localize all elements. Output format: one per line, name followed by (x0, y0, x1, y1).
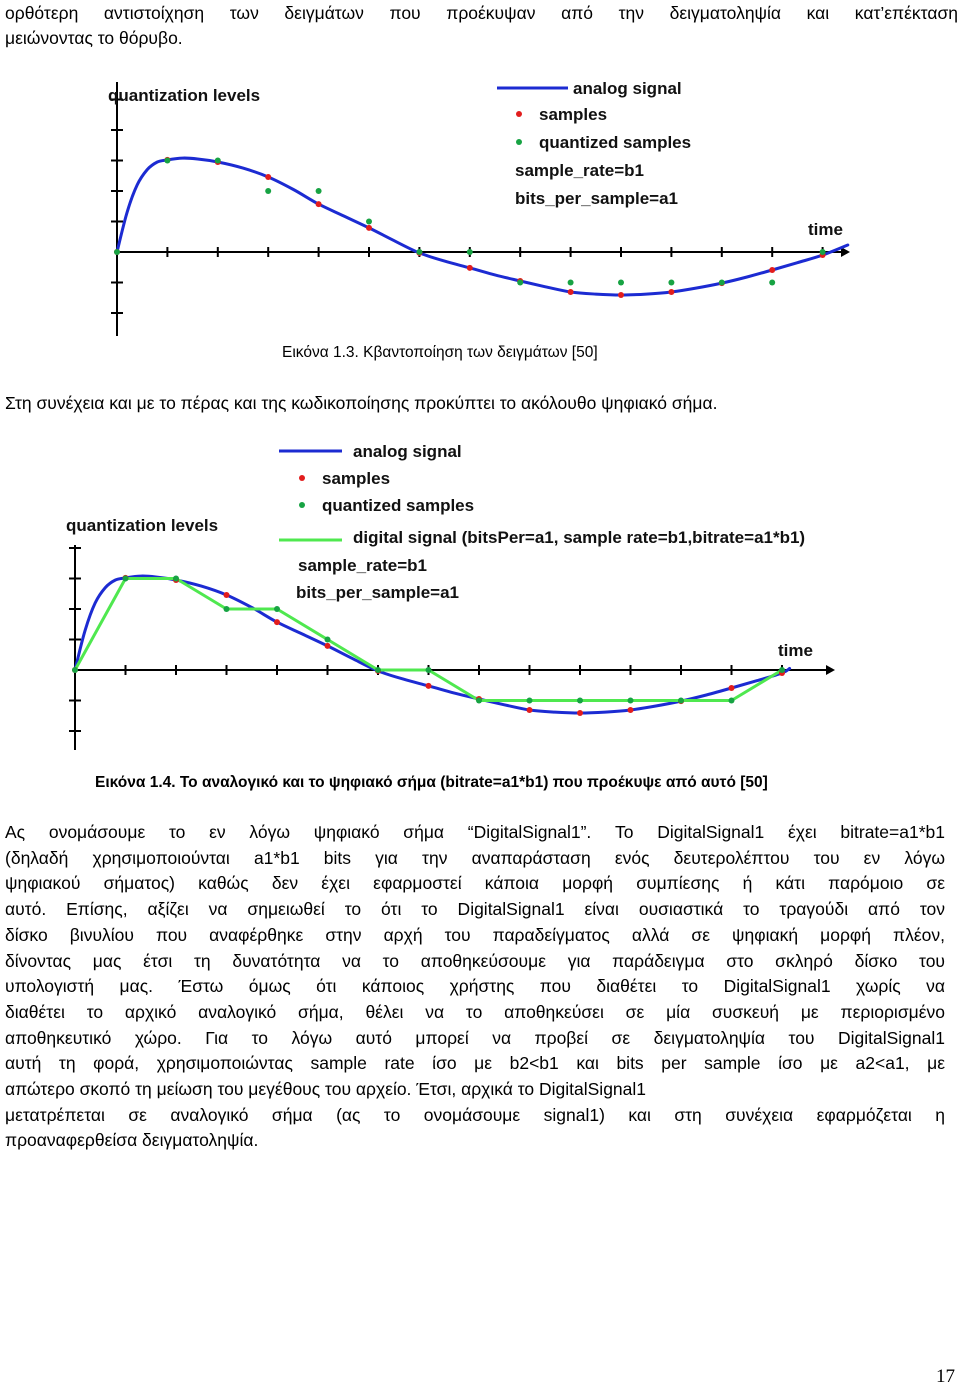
paragraph-line: δίσκο βινυλίου που αναφέρθηκε στην αρχή του παραδείγματος αλλά σε ψηφιακή μορφή πλέον, (5, 924, 945, 945)
legend-analog-label: analog signal (573, 79, 682, 98)
header-line-1: ορθότερη αντιστοίχηση των δειγμάτων που προέκυψαν από την δειγματοληψία και κατ’επέκταση (5, 3, 958, 23)
x-axis-arrow (826, 665, 835, 675)
x-axis-label: time (778, 641, 813, 660)
quantized-sample-point (668, 280, 674, 286)
legend-digital-label: digital signal (bitsPer=a1, sample rate=b1,bitrate=a1*b1) (353, 528, 806, 547)
quantized-sample-point (224, 606, 230, 612)
sample-point (769, 267, 775, 273)
header-line-2: μειώνοντας το θόρυβο. (5, 28, 183, 48)
quantized-sample-point (325, 637, 331, 643)
legend-quantized-swatch (516, 139, 522, 145)
quantized-sample-point (164, 158, 170, 164)
quantized-sample-point (577, 698, 583, 704)
quantized-sample-point (366, 219, 372, 225)
figure-quantization-chart (0, 70, 960, 345)
sample-point (325, 643, 331, 649)
figure-digital-signal-chart (0, 430, 960, 750)
sample-point (426, 683, 432, 689)
page-number: 17 (936, 1366, 955, 1387)
quantized-sample-point (729, 698, 735, 704)
sample-point (366, 225, 372, 231)
sample-point (668, 289, 674, 295)
sample-point (618, 292, 624, 298)
legend-note: bits_per_sample=a1 (296, 583, 460, 602)
quantized-sample-point (375, 667, 381, 673)
quantized-sample-point (527, 698, 533, 704)
quantized-sample-point (719, 280, 725, 286)
figure-1-caption: Εικόνα 1.3. Κβαντοποίηση των δειγμάτων [50] (282, 344, 598, 361)
figure-2-caption: Εικόνα 1.4. Το αναλογικό και το ψηφιακό σήμα (bitrate=a1*b1) που προέκυψε από αυτό [50] (95, 774, 768, 791)
sample-point (577, 710, 583, 716)
legend-note: bits_per_sample=a1 (515, 189, 679, 208)
legend-quantized-label: quantized samples (322, 496, 475, 515)
sample-point (467, 265, 473, 271)
quantized-sample-point (476, 698, 482, 704)
quantized-sample-point (265, 188, 271, 194)
paragraph-line: μετατρέπεται σε αναλογικό σήμα (ας το ονομάσουμε signal1) και στη συνέχεια εφαρμόζεται η (5, 1104, 945, 1125)
quantized-sample-point (467, 249, 473, 255)
analog-signal-line (117, 158, 848, 295)
quantized-sample-point (426, 667, 432, 673)
quantized-sample-point (173, 576, 179, 582)
quantized-sample-point (779, 667, 785, 673)
quantized-sample-point (114, 249, 120, 255)
paragraph-line: αυτό. Επίσης, αξίζει να σημειωθεί το ότι το DigitalSignal1 είναι ουσιαστικά το τραγούδι από τον (5, 899, 945, 920)
sample-point (568, 289, 574, 295)
intro-line: Στη συνέχεια και με το πέρας και της κωδικοποίησης προκύπτει το ακόλουθο ψηφιακό σήμα. (5, 393, 718, 413)
sample-point (628, 707, 634, 713)
paragraph-line: αποθηκευτικό χώρο. Για το λόγω αυτό μπορεί να προβεί σε δειγματοληψία του DigitalSignal1 (5, 1027, 945, 1048)
legend-note: sample_rate=b1 (515, 161, 644, 180)
sample-point (316, 201, 322, 207)
legend-quantized-label: quantized samples (539, 133, 692, 152)
quantized-sample-point (123, 576, 129, 582)
legend-samples-label: samples (539, 105, 608, 124)
paragraph-line: διαθέτει το αρχικό αναλογικό σήμα, θέλει να το αποθηκεύσει σε μία συσκευή με περιορισμένο (5, 1001, 945, 1022)
paragraph-line: Ας ονομάσουμε το εν λόγω ψηφιακό σήμα “DigitalSignal1”. Το DigitalSignal1 έχει bitrate=a1*b1 (5, 822, 945, 842)
sample-point (527, 707, 533, 713)
legend-quantized-swatch (299, 502, 305, 508)
sample-point (274, 619, 280, 625)
paragraph-line: προαναφερθείσα δειγματοληψία. (5, 1130, 259, 1151)
paragraph-line: απώτερο σκοπό τη μείωση του μεγέθους του αρχείο. Έτσι, αρχικά το DigitalSignal1 (5, 1079, 647, 1099)
quantized-sample-point (568, 280, 574, 286)
legend-analog-label: analog signal (353, 442, 462, 461)
paragraph-line: υπολογιστή μας. Έστω όμως ότι κάποιος χρήστης που διαθέτει το DigitalSignal1 χωρίς να (5, 976, 945, 997)
legend-samples-swatch (516, 111, 522, 117)
quantized-sample-point (618, 280, 624, 286)
quantized-sample-point (769, 280, 775, 286)
legend-note: sample_rate=b1 (298, 556, 427, 575)
quantized-sample-point (628, 698, 634, 704)
quantized-sample-point (678, 698, 684, 704)
quantized-sample-point (72, 667, 78, 673)
legend-samples-label: samples (322, 469, 391, 488)
quantized-sample-point (517, 280, 523, 286)
quantized-sample-point (416, 249, 422, 255)
paragraph-line: αυτή τη φορά, χρησιμοποιώντας sample rate ίσο με b2<b1 και bits per sample ίσο με a2<a1, με (5, 1053, 945, 1074)
quantized-sample-point (316, 188, 322, 194)
quantized-sample-point (215, 158, 221, 164)
paragraph-line: ψηφιακού σήματος) καθώς δεν έχει εφαρμοστεί κάποια μορφή συμπίεσης ή κάτι παρόμοιο σε (5, 873, 945, 894)
sample-point (729, 685, 735, 691)
y-axis-label: quantization levels (108, 86, 261, 105)
x-axis-label: time (808, 220, 843, 239)
y-axis-label: quantization levels (66, 516, 219, 535)
quantized-sample-point (274, 606, 280, 612)
quantized-sample-point (820, 249, 826, 255)
legend-samples-swatch (299, 475, 305, 481)
sample-point (224, 592, 230, 598)
paragraph-line: δίνοντας μας έτσι τη δυνατότητα να το αποθηκεύσουμε για παράδειγμα στο σκληρό δίσκο του (5, 950, 945, 971)
paragraph-line: (δηλαδή χρησιμοποιούνται a1*b1 bits για την αναπαράσταση ενός δευτερολέπτου του εν λόγω (5, 847, 945, 868)
sample-point (265, 174, 271, 180)
